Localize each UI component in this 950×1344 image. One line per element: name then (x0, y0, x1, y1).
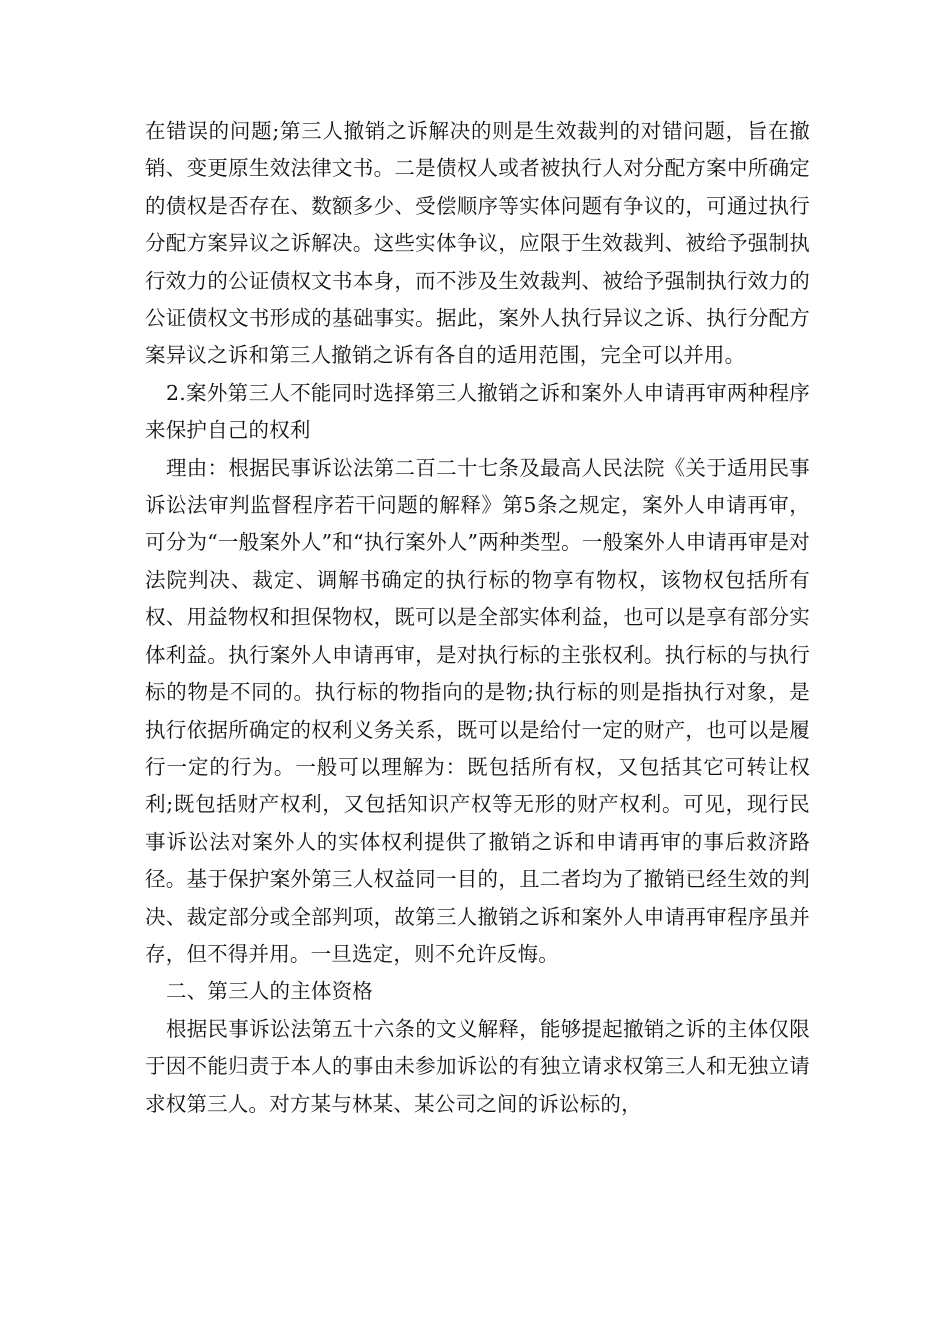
paragraph-reasoning: 理由：根据民事诉讼法第二百二十七条及最高人民法院《关于适用民事诉讼法审判监督程序若干问题的解释》第5条之规定，案外人申请再审，可分为“一般案外人”和“执行案外人”两种类型。一般案外人申请再审是对法院判决、裁定、调解书确定的执行标的物享有物权，该物权包括所有权、用益物权和担保物权，既可以是全部实体利益，也可以是享有部分实体利益。执行案外人申请再审，是对执行标的主张权利。执行标的与执行标的物是不同的。执行标的物指向的是物;执行标的则是指执行对象，是执行依据所确定的权利义务关系，既可以是给付一定的财产，也可以是履行一定的行为。一般可以理解为：既包括所有权，又包括其它可转让权利;既包括财产权利，又包括知识产权等无形的财产权利。可见，现行民事诉讼法对案外人的实体权利提供了撤销之诉和申请再审的事后救济路径。基于保护案外第三人权益同一目的，且二者均为了撤销已经生效的判决、裁定部分或全部判项，故第三人撤销之诉和案外人申请再审程序虽并存，但不得并用。一旦选定，则不允许反悔。 (145, 455, 810, 966)
document-body (145, 113, 810, 1123)
section-heading-subject-qualification: 二、第三人的主体资格 (166, 979, 373, 1004)
paragraph-heading-point-2: 2.案外第三人不能同时选择第三人撤销之诉和案外人申请再审两种程序来保护自己的权利 (145, 380, 810, 443)
paragraph-subject-qualification: 根据民事诉讼法第五十六条的文义解释，能够提起撤销之诉的主体仅限于因不能归责于本人的事由未参加诉讼的有独立请求权第三人和无独立请求权第三人。对方某与林某、某公司之间的诉讼标的， (145, 1016, 810, 1116)
paragraph-continuation: 在错误的问题;第三人撤销之诉解决的则是生效裁判的对错问题，旨在撤销、变更原生效法律文书。二是债权人或者被执行人对分配方案中所确定的债权是否存在、数额多少、受偿顺序等实体问题有争议的，可通过执行分配方案异议之诉解决。这些实体争议，应限于生效裁判、被给予强制执行效力的公证债权文书本身，而不涉及生效裁判、被给予强制执行效力的公证债权文书形成的基础事实。据此，案外人执行异议之诉、执行分配方案异议之诉和第三人撤销之诉有各自的适用范围，完全可以并用。 (145, 119, 810, 368)
